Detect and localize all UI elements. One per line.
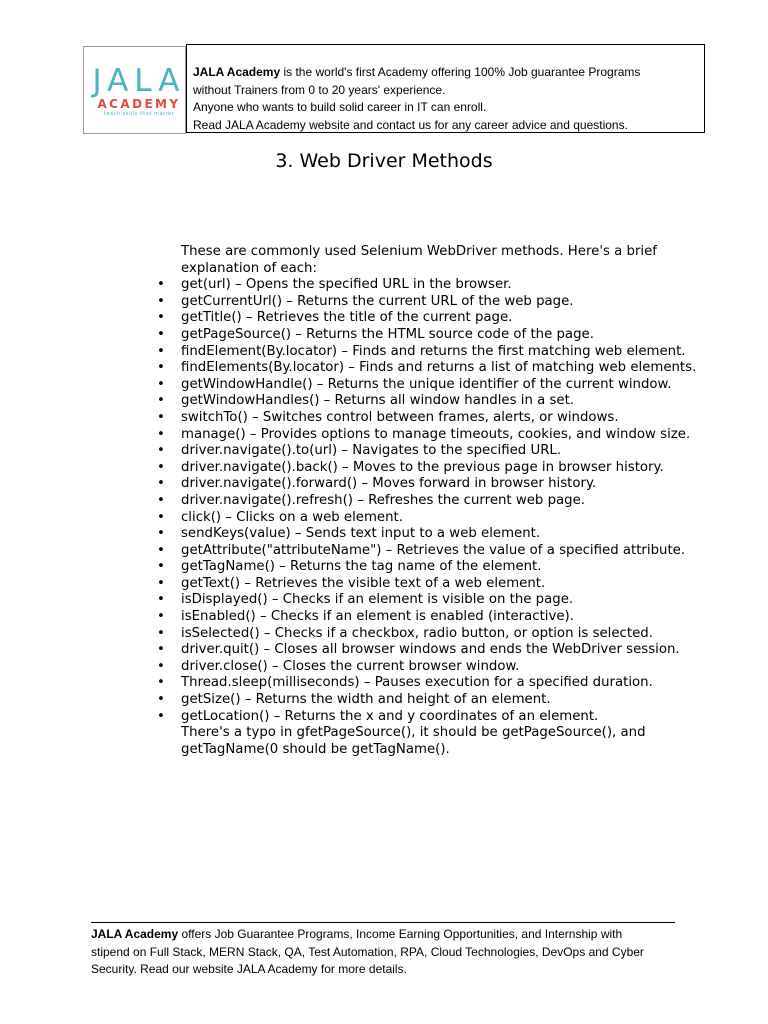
logo-wordmark: JALA [92,63,186,99]
method-item: • getWindowHandles() – Returns all window handles in a set. [181,393,741,410]
method-list [181,277,741,725]
footer [91,926,691,979]
header-info-line: without Trainers from 0 to 20 years' experience. [193,82,446,97]
method-item: • driver.quit() – Closes all browser windows and ends the WebDriver session. [181,642,741,659]
intro-line: These are commonly used Selenium WebDriver methods. Here's a brief [181,244,657,259]
method-item: • getTagName() – Returns the tag name of the element. [181,559,741,576]
header-info-line [193,64,704,82]
method-item: • get(url) – Opens the specified URL in the browser. [181,277,741,294]
academy-logo-box [83,46,186,134]
header-info-bold: JALA Academy [193,65,281,79]
method-item: • getSize() – Returns the width and height of an element. [181,692,741,709]
logo-subtitle: ACADEMY [97,97,181,111]
footer-line: Security. Read our website JALA Academy for more details. [91,962,407,976]
method-item: • isDisplayed() – Checks if an element is visible on the page. [181,592,741,609]
method-item: • Thread.sleep(milliseconds) – Pauses execution for a specified duration. [181,675,741,692]
method-item: • sendKeys(value) – Sends text input to a web element. [181,526,741,543]
method-item: • manage() – Provides options to manage timeouts, cookies, and window size. [181,427,741,444]
method-item: • switchTo() – Switches control between frames, alerts, or windows. [181,410,741,427]
header-info-line: Anyone who wants to build solid career in IT can enroll. [193,100,487,114]
footer-bold: JALA Academy [91,927,179,941]
header-info-line: Read JALA Academy website and contact us for any career advice and questions. [193,117,628,132]
method-item: • click() – Clicks on a web element. [181,510,741,527]
method-item: • getTitle() – Retrieves the title of the current page. [181,310,741,327]
method-item: • getCurrentUrl() – Returns the current URL of the web page. [181,294,741,311]
logo-tagline: teach skills that matter [103,111,175,117]
method-item: • getPageSource() – Returns the HTML source code of the page. [181,327,741,344]
method-item: • driver.navigate().refresh() – Refreshes the current web page. [181,493,741,510]
footer-text: offers Job Guarantee Programs, Income Earning Opportunities, and Internship with [178,927,623,941]
note-line: getTagName(0 should be getTagName(). [181,741,450,757]
footer-line [91,926,691,944]
header-info-text: is the world's first Academy offering 100% Job guarantee Programs [280,65,641,79]
method-item: • driver.navigate().back() – Moves to the previous page in browser history. [181,460,741,477]
method-item: • findElements(By.locator) – Finds and returns a list of matching web elements. [181,360,741,377]
academy-logo [92,65,186,117]
method-item: • findElement(By.locator) – Finds and returns the first matching web element. [181,344,741,361]
document-body [181,244,741,758]
method-item: • isEnabled() – Checks if an element is enabled (interactive). [181,609,741,626]
footer-divider [91,922,675,923]
method-item: • isSelected() – Checks if a checkbox, radio button, or option is selected. [181,626,741,643]
note-line: There's a typo in gfetPageSource(), it should be getPageSource(), and [181,725,646,741]
method-item: • driver.close() – Closes the current browser window. [181,659,741,676]
method-item: • driver.navigate().forward() – Moves forward in browser history. [181,476,741,493]
method-item: • getWindowHandle() – Returns the unique identifier of the current window. [181,377,741,394]
footer-line: stipend on Full Stack, MERN Stack, QA, Test Automation, RPA, Cloud Technologies, DevOps and Cyber [91,944,644,959]
header-info-box [186,44,705,133]
method-item: • getText() – Retrieves the visible text of a web element. [181,576,741,593]
method-item: • getAttribute("attributeName") – Retrieves the value of a specified attribute. [181,543,741,560]
method-item: • getLocation() – Returns the x and y coordinates of an element. [181,709,741,726]
document-title: 3. Web Driver Methods [275,150,493,172]
intro-line: explanation of each: [181,260,317,276]
method-item: • driver.navigate().to(url) – Navigates to the specified URL. [181,443,741,460]
